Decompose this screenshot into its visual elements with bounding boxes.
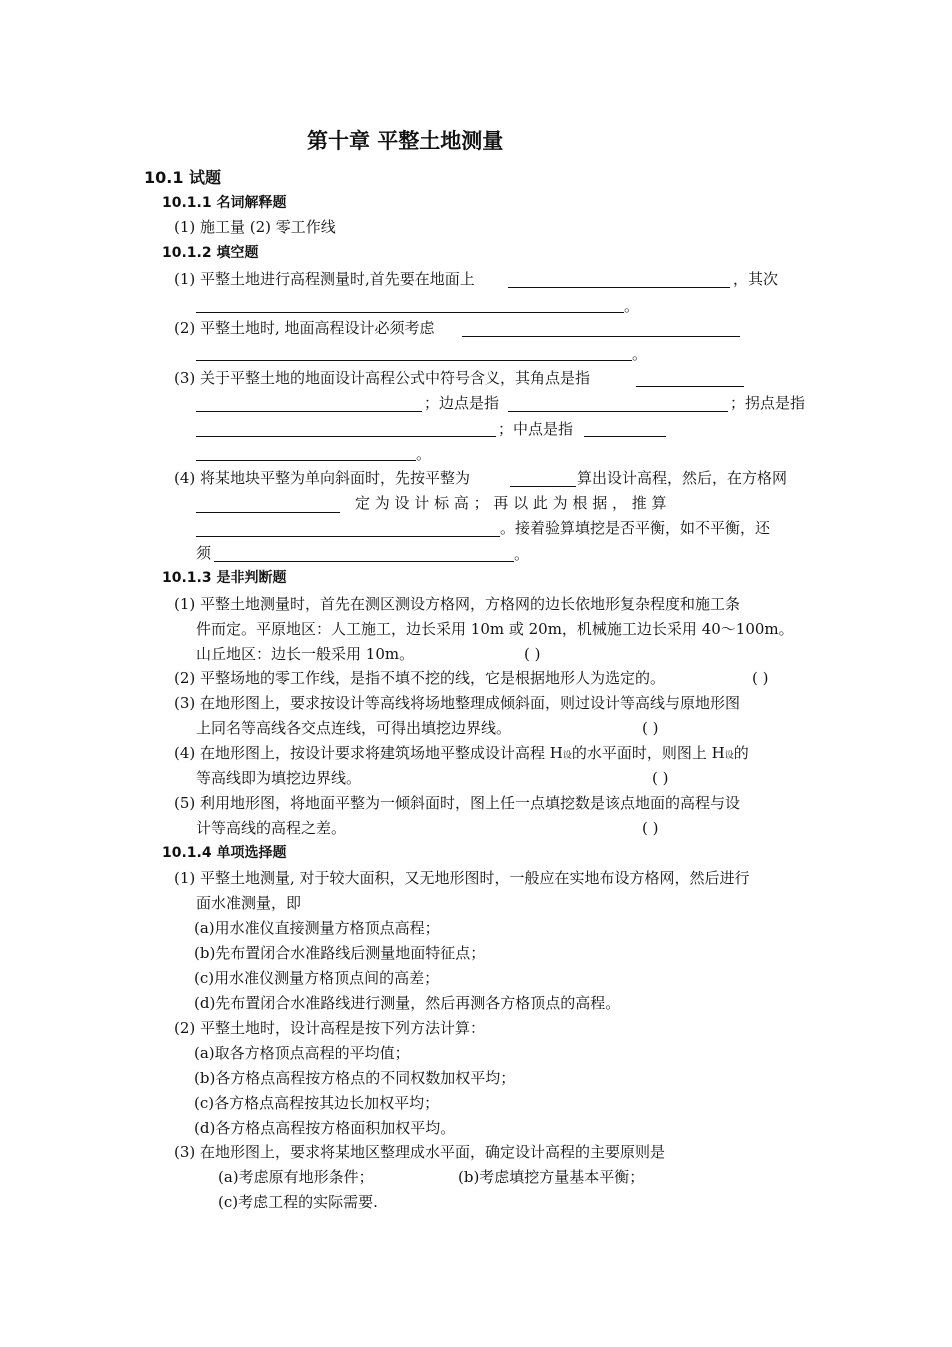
choice-q3-option-c[interactable]: (c)考虑工程的实际需要. [218,1193,378,1211]
judge-q3-line-1: (3) 在地形图上，要求按设计等高线将场地整理成倾斜面，则过设计等高线与原地形图 [174,694,741,712]
choice-q3-option-a[interactable]: (a)考虑原有地形条件； [218,1168,374,1186]
fill-q3-blank-3[interactable] [508,411,728,412]
judge-q3-line-2: 上同名等高线各交点连线，可得出填挖边界线。 [196,719,512,737]
judge-q5-answer[interactable]: ( ) [642,819,659,837]
fill-q3-blank-6[interactable] [196,460,416,461]
fill-q4-text-4: 。接着验算填挖是否平衡，如不平衡，还 [500,519,771,537]
judge-q3-answer[interactable]: ( ) [642,719,659,737]
fill-q2-blank-1[interactable] [462,336,740,337]
choice-q2-option-c[interactable]: (c)各方格点高程按其边长加权平均； [194,1094,440,1112]
subsection-heading-judge: 10.1.3 是非判断题 [162,570,287,586]
fill-q3-text-3: ；拐点是指 [730,394,806,412]
judge-q1-line-3: 山丘地区：边长一般采用 10m。 [196,645,415,663]
judge-q4-text-c: 的 [733,744,749,762]
choice-q1-option-a[interactable]: (a)用水准仪直接测量方格顶点高程； [194,919,440,937]
fill-q4-text-2: 算出设计高程，然后，在方格网 [577,469,788,487]
choice-q2-option-b[interactable]: (b)各方格点高程按方格点的不同权数加权平均； [194,1069,516,1087]
fill-q1-text: (1) 平整土地进行高程测量时,首先要在地面上 [174,270,475,288]
fill-q3-text-4: ；中点是指 [498,420,574,438]
fill-q4-text: (4) 将某地块平整为单向斜面时，先按平整为 [174,469,471,487]
judge-q2-line-1: (2) 平整场地的零工作线，是指不填不挖的线，它是根据地形人为选定的。 [174,669,666,687]
fill-q3-blank-2[interactable] [196,411,422,412]
subscript-she-1: 设 [562,751,572,761]
choice-q1-option-d[interactable]: (d)先布置闭合水准路线进行测量，然后再测各方格顶点的高程。 [194,994,621,1012]
choice-q1-option-b[interactable]: (b)先布置闭合水准路线后测量地面特征点； [194,944,486,962]
fill-q4-blank-1[interactable] [510,486,576,487]
fill-q2-end: 。 [632,345,648,363]
fill-q3-text-2: ；边点是指 [424,394,500,412]
judge-q4-answer[interactable]: ( ) [652,769,669,787]
choice-q1-line-1: (1) 平整土地测量, 对于较大面积，又无地形图时，一般应在实地布设方格网，然后进行 [174,869,750,887]
section-heading: 10.1 试题 [144,168,222,187]
judge-q2-answer[interactable]: ( ) [752,669,769,687]
fill-q2-blank-2[interactable] [196,360,632,361]
judge-q1-line-2: 件而定。平原地区：人工施工，边长采用 10m 或 20m，机械施工边长采用 40～100m。 [196,620,794,638]
fill-q4-text-5: 须 [196,544,212,562]
fill-q1-blank-1[interactable] [508,287,730,288]
choice-q3-option-b[interactable]: (b)考虑填挖方量基本平衡； [458,1168,645,1186]
subsection-heading-fill: 10.1.2 填空题 [162,245,259,261]
choice-q2-option-d[interactable]: (d)各方格点高程按方格面积加权平均。 [194,1119,456,1137]
choice-q2-option-a[interactable]: (a)取各方格顶点高程的平均值； [194,1044,410,1062]
choice-q1-line-2: 面水准测量，即 [196,894,302,912]
fill-q4-text-3: 定 为 设 计 标 高 ； 再 以 此 为 根 据 ， 推 算 [355,494,667,512]
fill-q1-blank-2[interactable] [196,312,624,313]
fill-q4-blank-2[interactable] [196,512,340,513]
fill-q3-blank-5[interactable] [584,436,666,437]
judge-q5-line-2: 计等高线的高程之差。 [196,819,347,837]
fill-q1-end: 。 [624,297,640,315]
fill-q4-end: 。 [514,545,530,563]
judge-q4-text-b: 的水平面时，则图上 H [571,744,725,762]
judge-q4-line-2: 等高线即为填挖边界线。 [196,769,362,787]
subscript-she-2: 设 [724,751,734,761]
chapter-title: 第十章 平整土地测量 [307,129,504,153]
judge-q4-line-1 [174,743,749,766]
fill-q4-blank-3[interactable] [196,536,500,537]
choice-q3-line-1: (3) 在地形图上，要求将某地区整理成水平面，确定设计高程的主要原则是 [174,1143,666,1161]
fill-q1-text-2: ，其次 [733,270,779,288]
fill-q3-blank-1[interactable] [636,386,744,387]
fill-q3-text: (3) 关于平整土地的地面设计高程公式中符号含义，其角点是指 [174,369,591,387]
fill-q2-text: (2) 平整土地时, 地面高程设计必须考虑 [174,319,435,337]
judge-q1-line-1: (1) 平整土地测量时，首先在测区测设方格网，方格网的边长依地形复杂程度和施工条 [174,595,741,613]
fill-q3-blank-4[interactable] [196,436,496,437]
judge-q1-answer[interactable]: ( ) [524,645,541,663]
subsection-heading-choice: 10.1.4 单项选择题 [162,845,287,861]
choice-q1-option-c[interactable]: (c)用水准仪测量方格顶点间的高差； [194,969,440,987]
choice-q2-line-1: (2) 平整土地时，设计高程是按下列方法计算： [174,1019,486,1037]
judge-q5-line-1: (5) 利用地形图，将地面平整为一倾斜面时，图上任一点填挖数是该点地面的高程与设 [174,794,741,812]
terms-line: (1) 施工量 (2) 零工作线 [174,218,336,236]
fill-q3-end: 。 [416,445,432,463]
judge-q4-text-a: (4) 在地形图上，按设计要求将建筑场地平整成设计高程 H [174,744,563,762]
subsection-heading-terms: 10.1.1 名词解释题 [162,195,287,211]
fill-q4-blank-4[interactable] [214,561,514,562]
